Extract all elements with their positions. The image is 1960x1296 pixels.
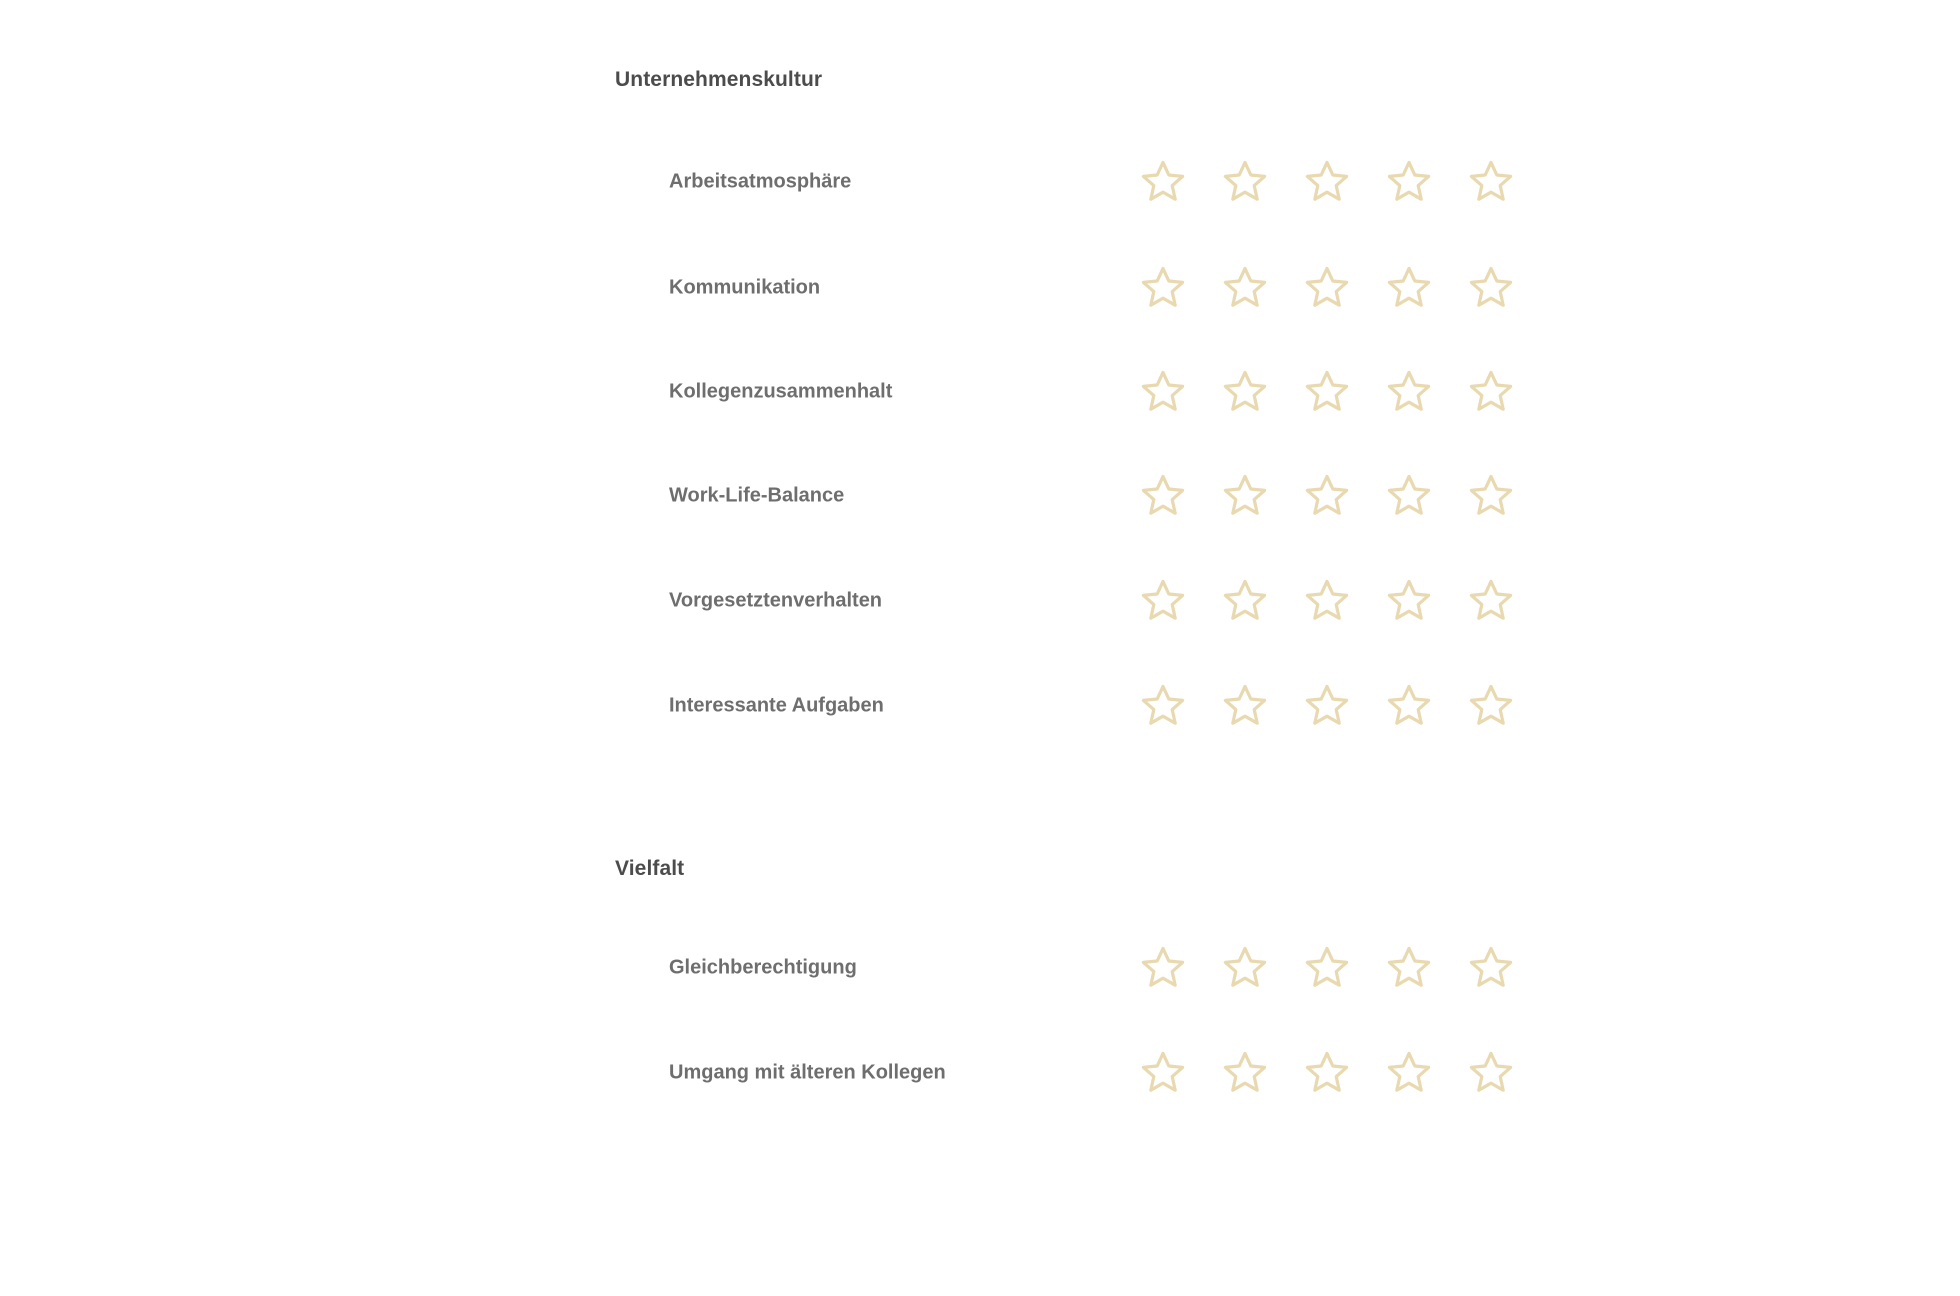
star-outline-icon [1385, 1049, 1433, 1097]
star-2-button[interactable] [1221, 682, 1269, 730]
star-outline-icon [1221, 1049, 1269, 1097]
star-outline-icon [1221, 264, 1269, 312]
star-outline-icon [1467, 158, 1515, 206]
section-title-unternehmenskultur: Unternehmenskultur [615, 68, 823, 91]
star-4-button[interactable] [1385, 368, 1433, 416]
star-5-button[interactable] [1467, 368, 1515, 416]
star-outline-icon [1221, 682, 1269, 730]
star-3-button[interactable] [1303, 1049, 1351, 1097]
star-outline-icon [1139, 264, 1187, 312]
rating-label: Interessante Aufgaben [669, 694, 884, 717]
star-outline-icon [1385, 158, 1433, 206]
star-rating [1139, 158, 1515, 206]
star-outline-icon [1303, 1049, 1351, 1097]
rating-label: Kommunikation [669, 276, 821, 299]
star-1-button[interactable] [1139, 577, 1187, 625]
star-2-button[interactable] [1221, 1049, 1269, 1097]
star-outline-icon [1467, 944, 1515, 992]
star-rating [1139, 368, 1515, 416]
star-outline-icon [1467, 264, 1515, 312]
star-2-button[interactable] [1221, 944, 1269, 992]
star-1-button[interactable] [1139, 472, 1187, 520]
star-4-button[interactable] [1385, 264, 1433, 312]
star-outline-icon [1385, 682, 1433, 730]
star-outline-icon [1139, 1049, 1187, 1097]
star-1-button[interactable] [1139, 264, 1187, 312]
star-outline-icon [1303, 264, 1351, 312]
star-rating [1139, 944, 1515, 992]
star-5-button[interactable] [1467, 1049, 1515, 1097]
star-outline-icon [1303, 577, 1351, 625]
star-rating [1139, 577, 1515, 625]
star-4-button[interactable] [1385, 472, 1433, 520]
star-rating [1139, 682, 1515, 730]
star-3-button[interactable] [1303, 577, 1351, 625]
star-outline-icon [1221, 472, 1269, 520]
star-outline-icon [1303, 682, 1351, 730]
star-outline-icon [1139, 577, 1187, 625]
rating-row-kommunikation [615, 258, 1535, 318]
star-outline-icon [1139, 158, 1187, 206]
star-rating [1139, 264, 1515, 312]
star-1-button[interactable] [1139, 944, 1187, 992]
star-outline-icon [1221, 158, 1269, 206]
star-5-button[interactable] [1467, 944, 1515, 992]
star-outline-icon [1467, 472, 1515, 520]
rating-label: Arbeitsatmosphäre [669, 170, 852, 193]
star-outline-icon [1467, 577, 1515, 625]
rating-row-interessante-aufgaben [615, 676, 1535, 736]
star-outline-icon [1467, 368, 1515, 416]
star-4-button[interactable] [1385, 1049, 1433, 1097]
star-outline-icon [1221, 577, 1269, 625]
star-4-button[interactable] [1385, 944, 1433, 992]
star-4-button[interactable] [1385, 682, 1433, 730]
rating-row-work-life-balance [615, 466, 1535, 526]
star-5-button[interactable] [1467, 682, 1515, 730]
star-3-button[interactable] [1303, 682, 1351, 730]
star-4-button[interactable] [1385, 577, 1433, 625]
star-outline-icon [1221, 368, 1269, 416]
rating-label: Work-Life-Balance [669, 484, 845, 507]
star-3-button[interactable] [1303, 472, 1351, 520]
rating-label: Vorgesetztenverhalten [669, 589, 883, 612]
star-5-button[interactable] [1467, 264, 1515, 312]
star-outline-icon [1139, 472, 1187, 520]
star-3-button[interactable] [1303, 368, 1351, 416]
star-1-button[interactable] [1139, 682, 1187, 730]
star-rating [1139, 1049, 1515, 1097]
star-1-button[interactable] [1139, 1049, 1187, 1097]
star-2-button[interactable] [1221, 264, 1269, 312]
star-outline-icon [1467, 1049, 1515, 1097]
star-outline-icon [1139, 682, 1187, 730]
section-title-vielfalt: Vielfalt [615, 857, 685, 880]
star-outline-icon [1303, 158, 1351, 206]
rating-row-gleichberechtigung [615, 938, 1535, 998]
star-1-button[interactable] [1139, 158, 1187, 206]
star-outline-icon [1385, 472, 1433, 520]
star-outline-icon [1303, 472, 1351, 520]
star-outline-icon [1303, 944, 1351, 992]
star-outline-icon [1385, 368, 1433, 416]
rating-label: Kollegenzusammenhalt [669, 380, 893, 403]
rating-row-kollegenzusammenhalt [615, 362, 1535, 422]
rating-label: Gleichberechtigung [669, 956, 857, 979]
star-3-button[interactable] [1303, 158, 1351, 206]
star-5-button[interactable] [1467, 577, 1515, 625]
star-5-button[interactable] [1467, 472, 1515, 520]
star-outline-icon [1385, 577, 1433, 625]
rating-row-vorgesetztenverhalten [615, 571, 1535, 631]
star-outline-icon [1385, 944, 1433, 992]
star-outline-icon [1139, 944, 1187, 992]
star-3-button[interactable] [1303, 944, 1351, 992]
rating-label: Umgang mit älteren Kollegen [669, 1061, 946, 1084]
star-outline-icon [1385, 264, 1433, 312]
star-2-button[interactable] [1221, 472, 1269, 520]
star-5-button[interactable] [1467, 158, 1515, 206]
star-outline-icon [1221, 944, 1269, 992]
star-1-button[interactable] [1139, 368, 1187, 416]
star-outline-icon [1467, 682, 1515, 730]
star-2-button[interactable] [1221, 158, 1269, 206]
rating-row-umgang-mit-aelteren-kollegen [615, 1043, 1535, 1103]
star-rating [1139, 472, 1515, 520]
star-outline-icon [1303, 368, 1351, 416]
star-2-button[interactable] [1221, 368, 1269, 416]
star-4-button[interactable] [1385, 158, 1433, 206]
star-outline-icon [1139, 368, 1187, 416]
star-3-button[interactable] [1303, 264, 1351, 312]
rating-row-arbeitsatmosphaere [615, 152, 1535, 212]
star-2-button[interactable] [1221, 577, 1269, 625]
